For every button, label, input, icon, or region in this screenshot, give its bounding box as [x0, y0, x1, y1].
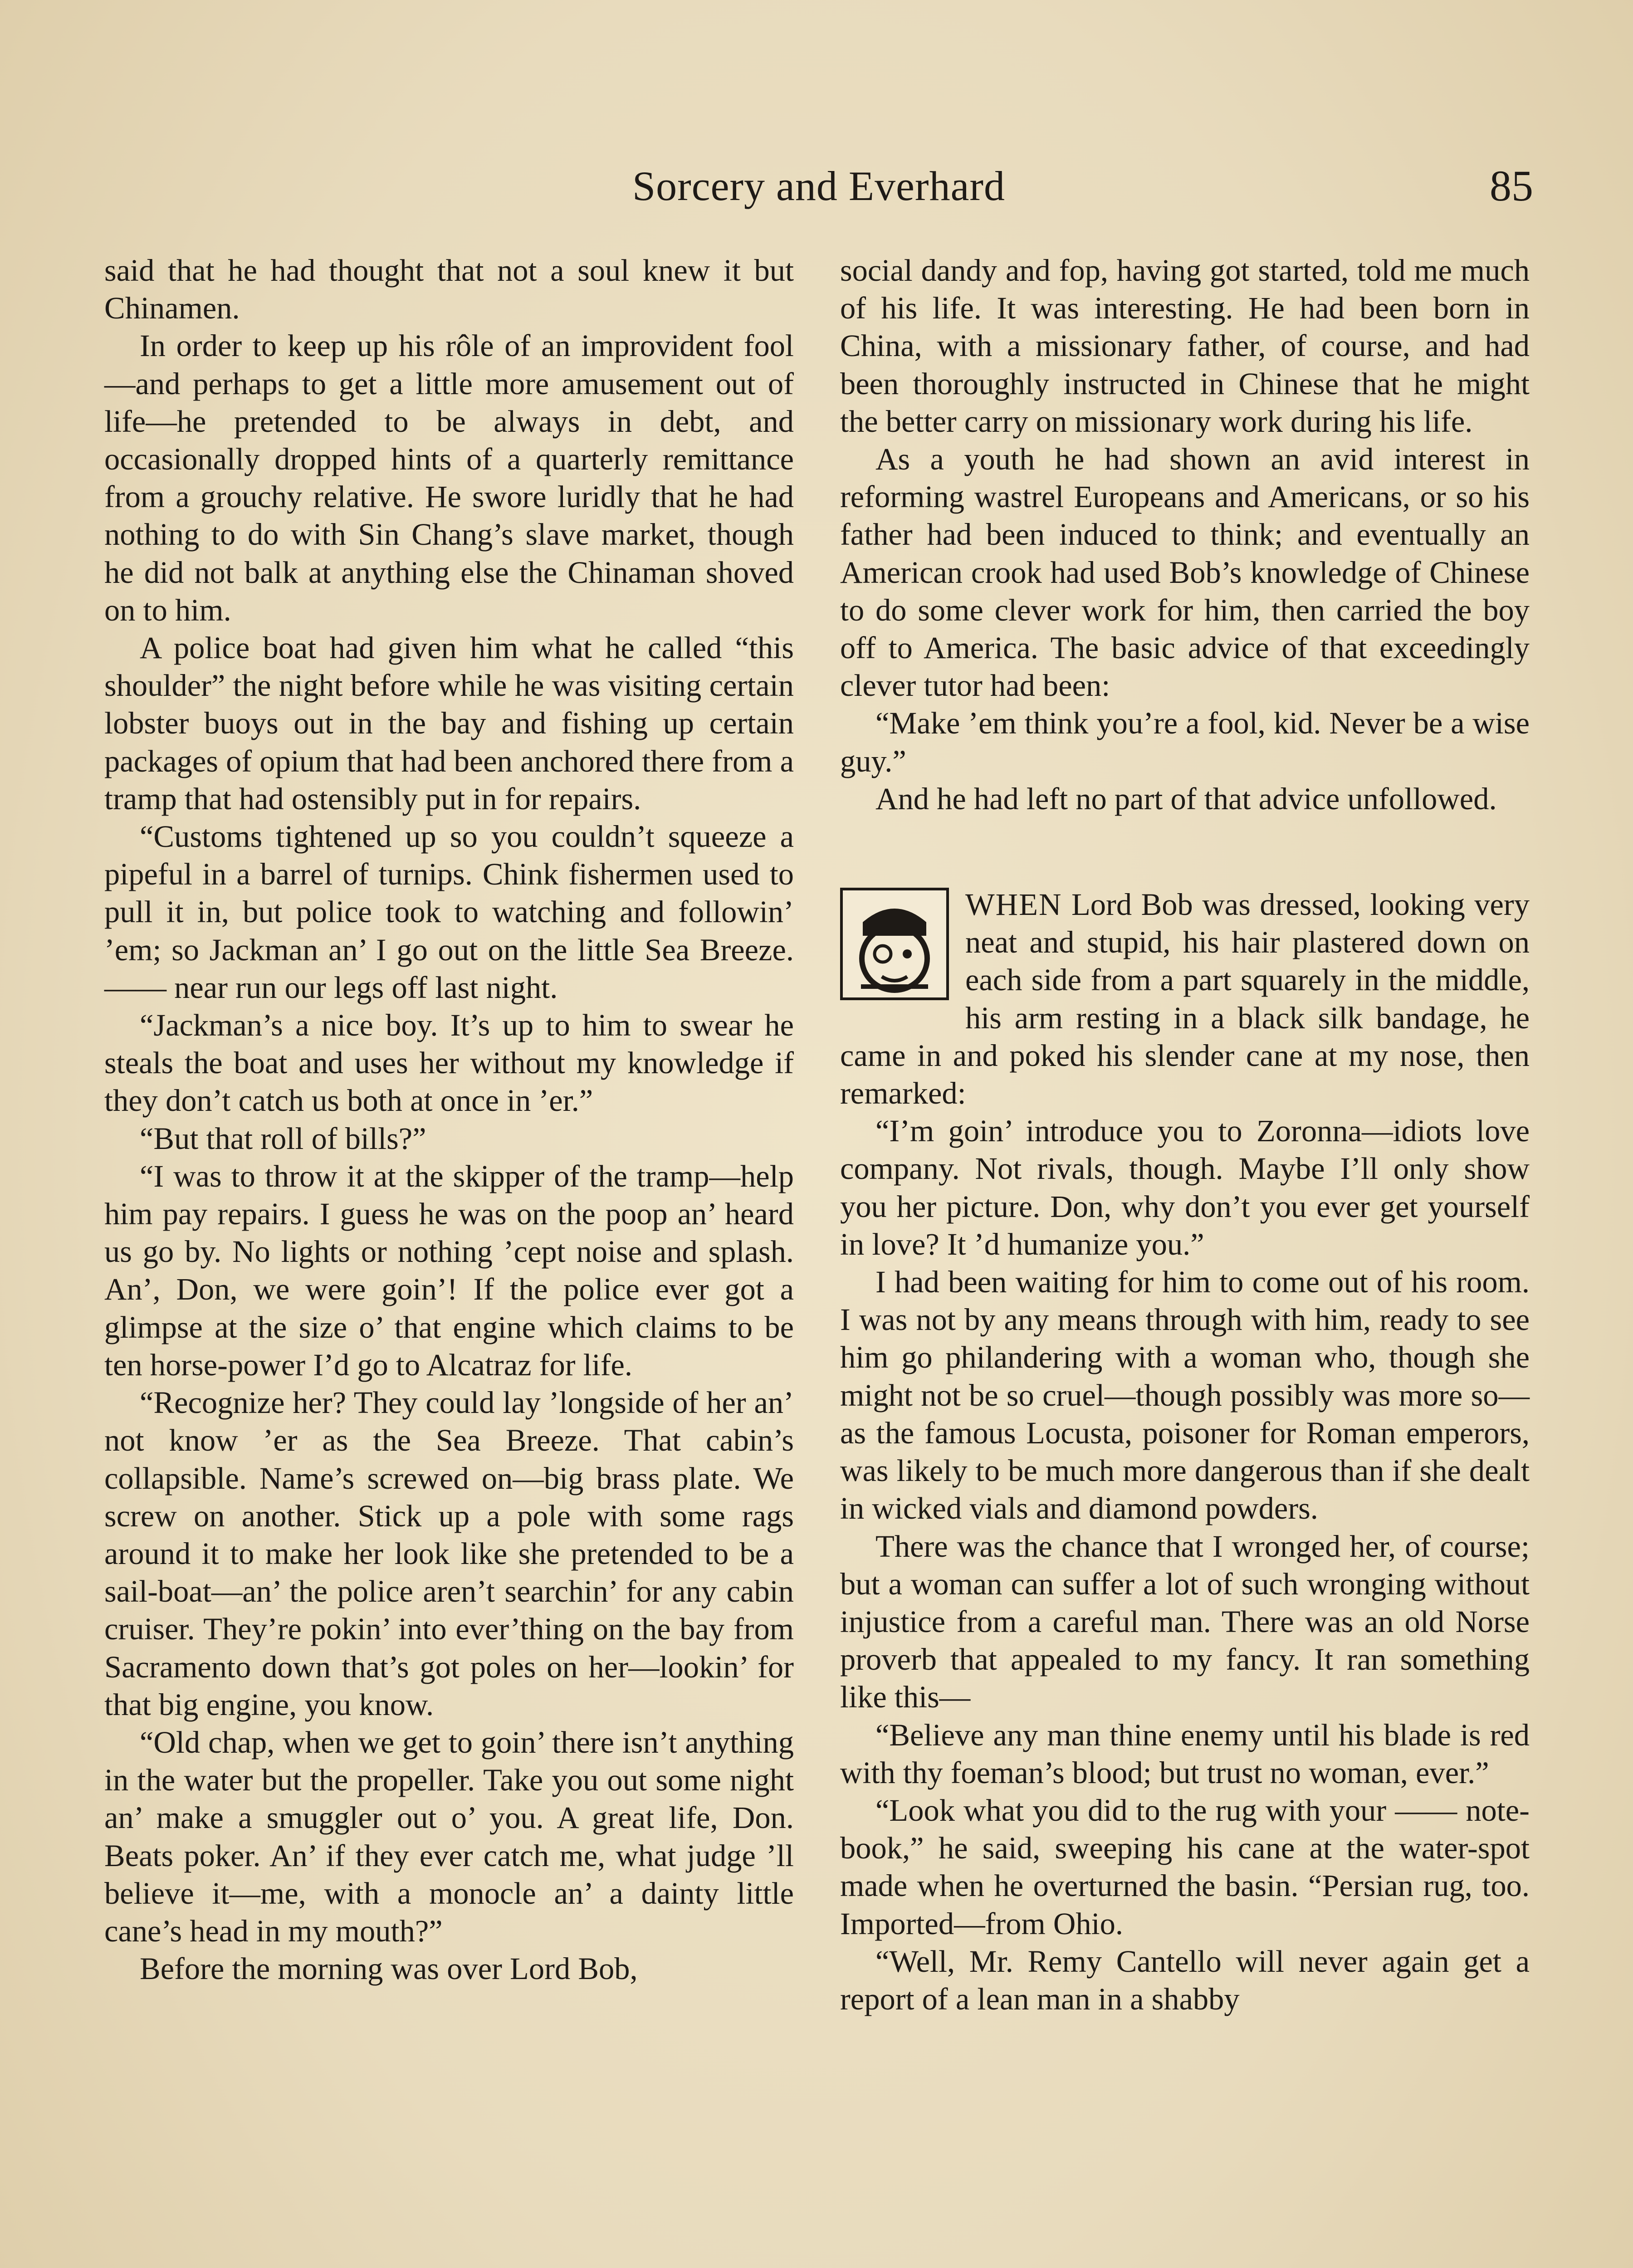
monocled-face-icon [840, 888, 949, 1000]
paragraph: “Old chap, when we get to goin’ there isn’t anything in the water but the propeller. Take you out some night an’ make a smuggler out o’ you. A great life, Don. Beats poker. An’ if they ever catch me, what judge ’ll believe it—me, with a monocle an’ a dainty little cane’s head in my mouth?” [104, 1725, 794, 1948]
right-column [840, 252, 1530, 2018]
paragraph: “Customs tightened up so you couldn’t squeeze a pipeful in a barrel of turnips. Chink fishermen used to pull it in, but police took to watching and followin’ ’em; so Jackman an’ I go out on the little Sea Breeze. —— near run our legs off last night. [104, 819, 794, 1005]
lead-word: WHEN [965, 887, 1062, 922]
paragraph: In order to keep up his rôle of an improvident fool—and perhaps to get a little more amusement out of life—he pretended to be always in debt, and occasionally dropped hints of a quarterly remittance from a grouchy relative. He swore luridly that he had nothing to do with Sin Chang’s slave market, though he did not balk at anything else the Chinaman shoved on to him. [104, 328, 794, 627]
page-header [104, 156, 1533, 215]
paragraph: And he had left no part of that advice unfollowed. [875, 781, 1497, 816]
paragraph: “But that roll of bills?” [140, 1121, 426, 1156]
page-number: 85 [1490, 161, 1533, 210]
paragraph: “I was to throw it at the skipper of the tramp—help him pay repairs. I guess he was on the poop an’ heard us go by. No lights or nothing ’cept noise and splash. An’, Don, we were goin’! If the police ever got a glimpse at the size o’ that engine which claims to be ten horse-power I’d go to Alcatraz for life. [104, 1158, 794, 1382]
paragraph: Before the morning was over Lord Bob, [140, 1951, 638, 1986]
paragraph: said that he had thought that not a soul knew it but Chinamen. [104, 253, 794, 326]
paragraph: “Make ’em think you’re a fool, kid. Never be a wise guy.” [840, 706, 1530, 778]
paragraph: “I’m goin’ introduce you to Zoronna—idiots love company. Not rivals, though. Maybe I’ll only show you her picture. Don, why don’t you ever get yourself in love? It ’d humanize you.” [840, 1114, 1530, 1261]
section-opening [840, 886, 1530, 1112]
paragraph: “Recognize her? They could lay ’longside of her an’ not know ’er as the Sea Breeze. That cabin’s collapsible. Name’s screwed on—big brass plate. We screw on another. Stick up a pole with some rags around it to make her look like she pretended to be a sail-boat—an’ the police aren’t searchin’ for any cabin cruiser. They’re pokin’ into ever’thing on the bay from Sacramento down that’s got poles on her—lookin’ for that big engine, you know. [104, 1385, 794, 1722]
paragraph: social dandy and fop, having got started, told me much of his life. It was interesting. He had been born in China, with a missionary father, of course, and had been thoroughly instructed in Chinese that he might the better carry on missionary work during his life. [840, 253, 1530, 439]
paragraph: There was the chance that I wronged her, of course; but a woman can suffer a lot of such wronging without injustice from a careful man. There was an old Norse proverb that appealed to my fancy. It ran something like this— [840, 1529, 1530, 1715]
paragraph: “Look what you did to the rug with your —— note-book,” he said, sweeping his cane at the water-spot made when he overturned the basin. “Persian rug, too. Imported—from Ohio. [840, 1793, 1530, 1941]
running-title: Sorcery and Everhard [632, 163, 1006, 209]
paragraph: “Believe any man thine enemy until his blade is red with thy foeman’s blood; but trust no woman, ever.” [840, 1717, 1530, 1790]
paragraph: I had been waiting for him to come out of his room. I was not by any means through with him, ready to see him go philandering with a woman who, though she might not be so cruel—though possibly was more so—as the famous Locusta, poisoner for Roman emperors, was likely to be much more dangerous than if she dealt in wicked vials and diamond powders. [840, 1265, 1530, 1526]
monocled-face-icon-graphic [843, 890, 946, 997]
paragraph: A police boat had given him what he called “this shoulder” the night before while he was visiting certain lobster buoys out in the bay and fishing up certain packages of opium that had been anchored there from a tramp that had ostensibly put in for repairs. [104, 631, 794, 816]
left-column [104, 252, 794, 1988]
paragraph: “Well, Mr. Remy Cantello will never again get a report of a lean man in a shabby [840, 1944, 1530, 2016]
lead-text: Lord Bob was dressed, looking very neat and stupid, his hair plastered down on each side from a part squarely in the middle, his arm resting in a black silk bandage, he came in and poked his slender cane at my nose, then remarked: [840, 887, 1530, 1111]
paragraph: As a youth he had shown an avid interest in reforming wastrel Europeans and Americans, or so his father had been induced to think; and eventually an American crook had used Bob’s knowledge of Chinese to do some clever work for him, then carried the boy off to America. The basic advice of that exceedingly clever tutor had been: [840, 442, 1530, 703]
paragraph: “Jackman’s a nice boy. It’s up to him to swear he steals the boat and uses her without my knowledge if they don’t catch us both at once in ’er.” [104, 1008, 794, 1118]
